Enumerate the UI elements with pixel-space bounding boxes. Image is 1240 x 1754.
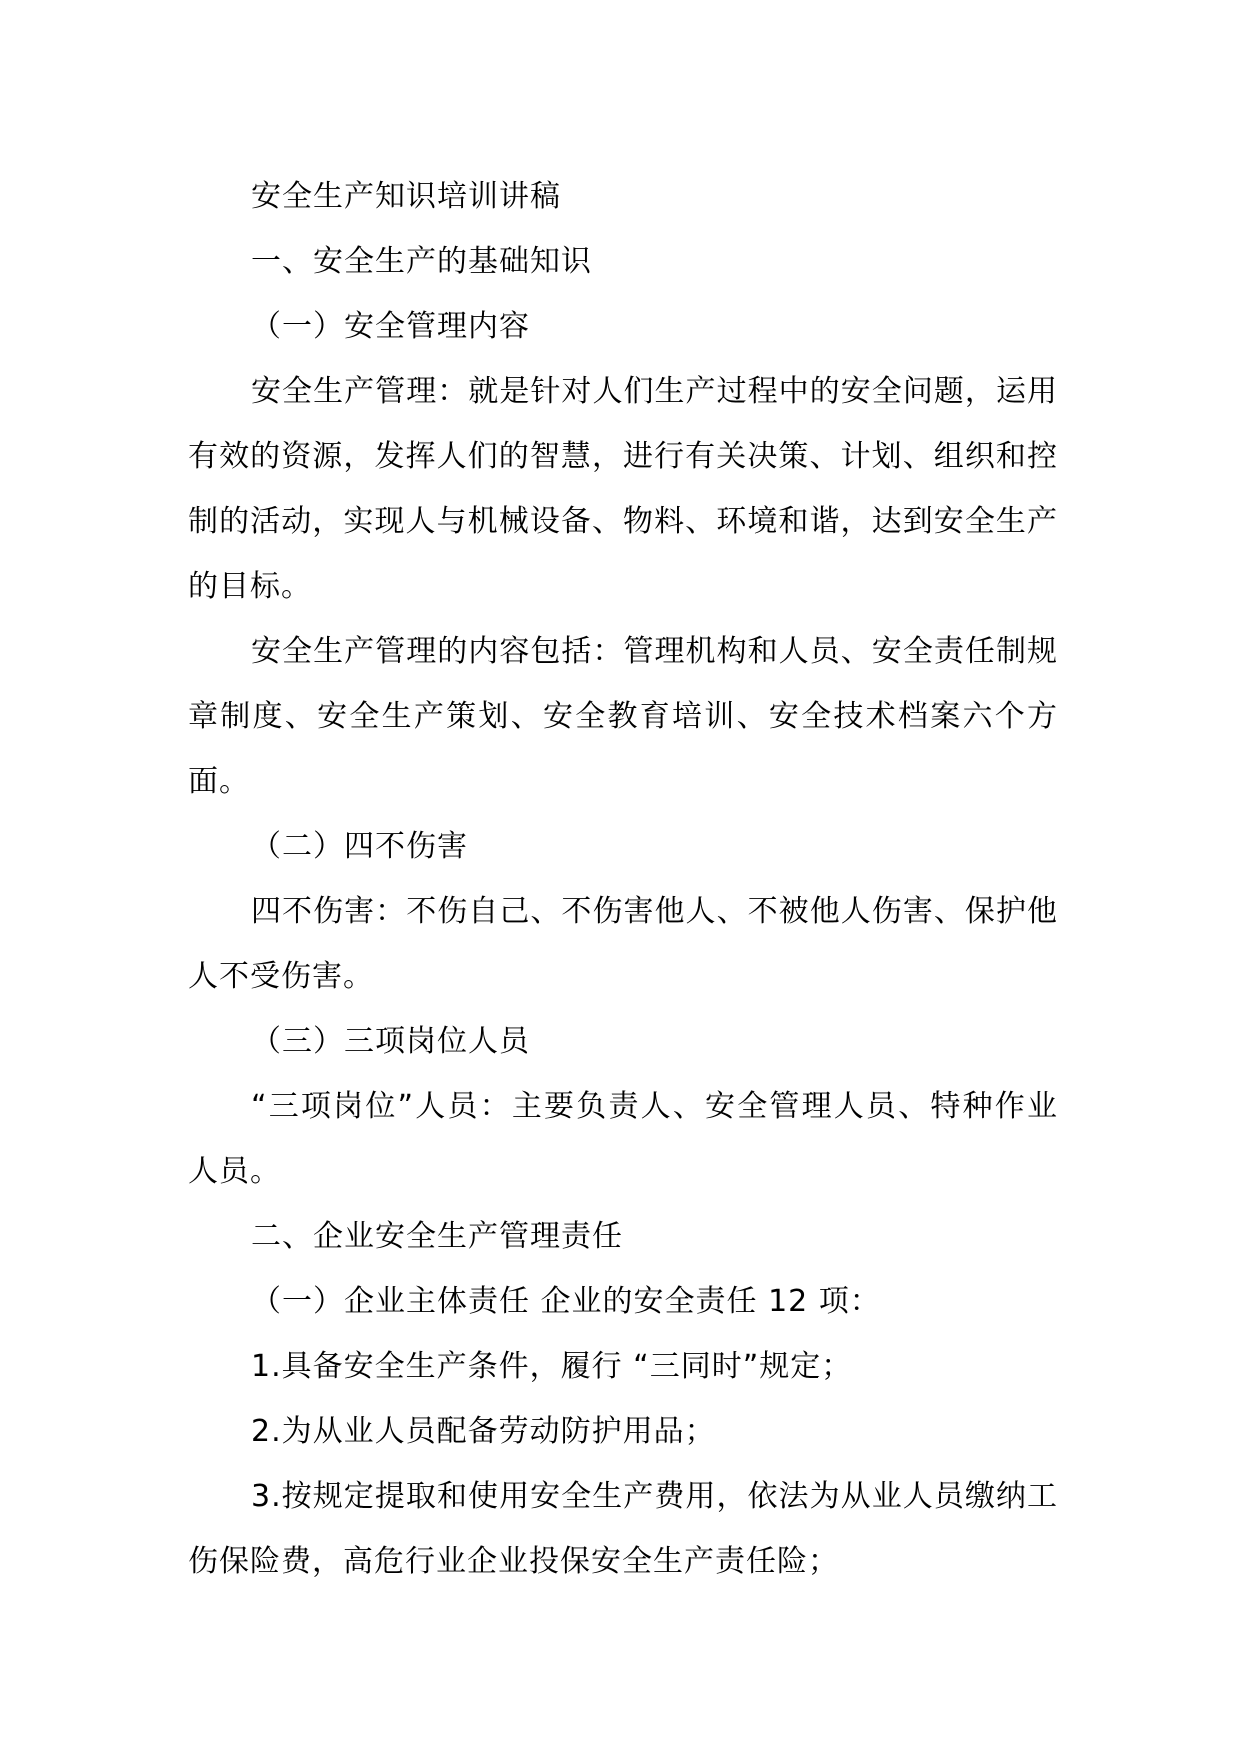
list-item-1: 1.具备安全生产条件，履行 “三同时”规定； (251, 1349, 853, 1384)
paragraph-four-no-harm: 四不伤害：不伤自己、不伤害他人、不被他人伤害、保护他人不受伤害。 (188, 894, 1058, 994)
subsection-heading-1-2: （二）四不伤害 (251, 829, 468, 864)
paragraph-safety-management-content: 安全生产管理的内容包括：管理机构和人员、安全责任制规章制度、安全生产策划、安全教育培训、安全技术档案六个方面。 (188, 634, 1058, 799)
section-heading-2: 二、企业安全生产管理责任 (251, 1219, 623, 1254)
section-heading-1: 一、安全生产的基础知识 (251, 244, 592, 279)
document-body (188, 164, 1058, 1594)
subsection-heading-1-3: （三）三项岗位人员 (251, 1024, 530, 1059)
subsection-heading-1-1: （一）安全管理内容 (251, 309, 530, 344)
list-item-2: 2.为从业人员配备劳动防护用品； (251, 1414, 716, 1449)
document-title: 安全生产知识培训讲稿 (251, 179, 561, 214)
subsection-heading-2-1: （一）企业主体责任 企业的安全责任 12 项： (251, 1284, 881, 1319)
list-item-3: 3.按规定提取和使用安全生产费用，依法为从业人员缴纳工伤保险费，高危行业企业投保安全生产责任险； (188, 1479, 1058, 1579)
paragraph-safety-management-definition: 安全生产管理：就是针对人们生产过程中的安全问题，运用有效的资源，发挥人们的智慧，进行有关决策、计划、组织和控制的活动，实现人与机械设备、物料、环境和谐，达到安全生产的目标。 (188, 374, 1058, 604)
paragraph-three-positions: “三项岗位”人员：主要负责人、安全管理人员、特种作业人员。 (188, 1089, 1058, 1189)
